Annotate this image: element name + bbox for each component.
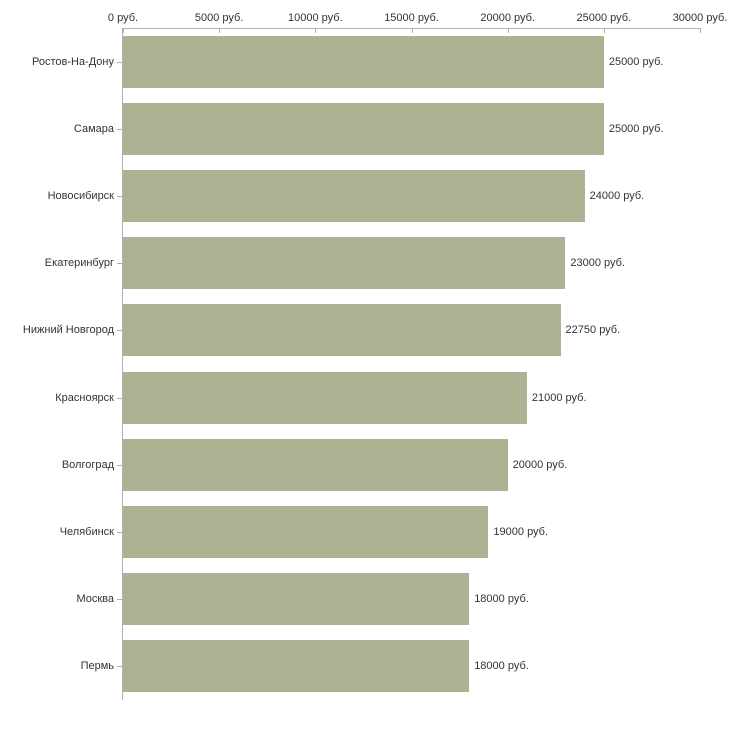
y-axis-tick	[117, 398, 122, 399]
x-axis-tick-label: 5000 руб.	[194, 12, 244, 24]
y-axis-tick	[117, 263, 122, 264]
x-axis-tick	[604, 28, 605, 33]
bar-value-label: 23000 руб.	[570, 257, 625, 270]
x-axis-tick	[412, 28, 413, 33]
bar[interactable]	[123, 640, 469, 692]
y-axis-category-label: Москва	[76, 593, 114, 606]
x-axis-tick-label: 25000 руб.	[576, 12, 632, 24]
bar-value-label: 19000 руб.	[493, 526, 549, 538]
y-axis-tick	[117, 666, 122, 667]
y-axis-category-label: Екатеринбург	[44, 257, 114, 270]
y-axis-tick	[117, 196, 122, 197]
y-axis-tick	[117, 532, 122, 533]
bar-value-label: 18000 руб.	[474, 660, 529, 673]
x-axis-tick	[219, 28, 220, 33]
x-axis-tick-label: 10000 руб.	[288, 12, 343, 24]
x-axis-tick	[123, 28, 124, 33]
y-axis-category-label: Красноярск	[55, 391, 114, 404]
bar[interactable]	[123, 170, 585, 222]
bar[interactable]	[123, 36, 604, 88]
bar-value-label: 22750 руб.	[565, 324, 621, 337]
y-axis-tick	[117, 599, 122, 600]
y-axis-tick	[117, 62, 122, 63]
bar-value-label: 18000 руб.	[474, 593, 529, 606]
y-axis-category-label: Волгоград	[61, 458, 114, 471]
x-axis-tick	[315, 28, 316, 33]
x-axis-tick-label: 30000 руб.	[672, 12, 728, 24]
x-axis-tick	[700, 28, 701, 33]
x-axis-tick-label: 20000 руб.	[480, 12, 535, 24]
bar[interactable]	[123, 372, 527, 424]
y-axis-tick	[117, 465, 122, 466]
bar-value-label: 25000 руб.	[608, 55, 664, 68]
bar[interactable]	[123, 237, 565, 289]
x-axis-tick-label: 15000 руб.	[384, 12, 439, 24]
y-axis-tick	[117, 330, 122, 331]
x-axis-tick	[508, 28, 509, 33]
bar-value-label: 24000 руб.	[589, 190, 645, 202]
y-axis-category-label: Пермь	[80, 660, 114, 673]
bar[interactable]	[123, 304, 561, 356]
y-axis-category-label: Самара	[73, 122, 114, 135]
y-axis-category-label: Ростов-На-Дону	[31, 55, 114, 68]
bar-value-label: 21000 руб.	[531, 391, 587, 404]
bar-value-label: 20000 руб.	[512, 458, 568, 471]
bar[interactable]	[123, 573, 469, 625]
bar[interactable]	[123, 103, 604, 155]
y-axis-tick	[117, 129, 122, 130]
y-axis-category-label: Челябинск	[59, 526, 114, 538]
bar-value-label: 25000 руб.	[608, 122, 664, 135]
y-axis-category-label: Новосибирск	[47, 190, 114, 202]
x-axis-tick-label: 0 руб.	[107, 12, 139, 24]
y-axis-category-label: Нижний Новгород	[22, 324, 114, 337]
bar[interactable]	[123, 506, 488, 558]
bar[interactable]	[123, 439, 508, 491]
